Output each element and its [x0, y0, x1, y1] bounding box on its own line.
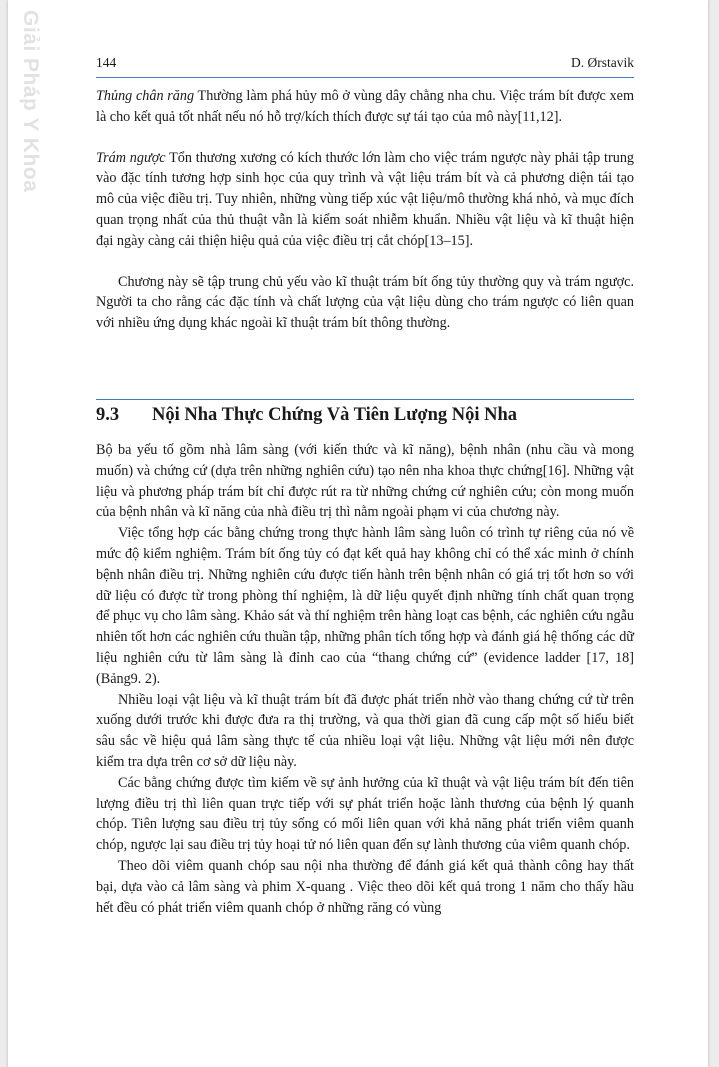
- section-rule: [96, 399, 634, 400]
- paragraph: Việc tổng hợp các bằng chứng trong thực hành lâm sàng luôn có trình tự riêng của nó về mức độ kiểm nghiệm. Trám bít ống tủy có đạt kết quả hay không chỉ có thể xác minh ở chính bệnh nhân điều trị. Những nghiên cứu được tiến hành trên bệnh nhân có giá trị tốt hơn so với dữ liệu có được từ trong phòng thí nghiệm, là dữ liệu quyết định những tính chất quan trọng để phục vụ cho lâm sàng. Khảo sát và thí nghiệm trên hàng loạt cas bệnh, các nghiên cứu ngẫu nhiên tốt hơn các nghiên cứu thuần tập, những phân tích tổng hợp và đánh giá hệ thống các dữ liệu nghiên cứu từ lâm sàng là đỉnh cao của “thang chứng cứ” (evidence ladder [17, 18] (Bảng9. 2).: [96, 525, 634, 687]
- section-title: Nội Nha Thực Chứng Và Tiên Lượng Nội Nha: [152, 405, 518, 425]
- header-rule: [96, 77, 634, 78]
- paragraph: [96, 86, 634, 128]
- paragraph: Bộ ba yếu tố gồm nhà lâm sàng (với kiến thức và kĩ năng), bệnh nhân (nhu cầu và mong muốn) và chứng cứ (dựa trên những nghiên cứu) tạo nên nha khoa thực chứng[16]. Những vật liệu và phương pháp trám bít chỉ được rút ra từ những chứng cứ nghiên cứu; còn mong muốn của bệnh nhân và kĩ năng của nhà điều trị thì nằm ngoài phạm vi của chương này.: [96, 442, 634, 521]
- page-number: 144: [96, 55, 117, 70]
- paragraph-text: Tổn thương xương có kích thước lớn làm cho việc trám ngược này phải tập trung vào đặc tính tương hợp sinh học của quy trình và vật liệu trám bít và cả phương diện tái tạo mô của việc điều trị. Tuy nhiên, những vùng tiếp xúc vật liệu/mô thường khá nhỏ, và mục đích quan trọng nhất của thủ thuật vẫn là kiểm soát nhiễm khuẩn. Nhiều vật liệu và kĩ thuật hiện đại ngày càng cải thiện hiệu quả của việc điều trị cắt chóp[13–15].: [96, 149, 635, 249]
- section-body: [96, 440, 634, 918]
- section-heading: [96, 405, 634, 426]
- paragraph-text: Thường làm phá hủy mô ở vùng dây chằng nha chu. Việc trám bít được xem là cho kết quả tốt nhất nếu nó hỗ trợ/kích thích được sự tái tạo của mô này[11,12].: [96, 88, 634, 125]
- watermark: Giải Pháp Y Khoa: [19, 10, 42, 193]
- intro-text: [96, 86, 634, 334]
- paragraph: Các bằng chứng được tìm kiếm về sự ảnh hưởng của kĩ thuật và vật liệu trám bít đến tiên lượng điều trị thì liên quan trực tiếp với sự phát triển hoặc lành thương của bệnh lý quanh chóp. Tiên lượng sau điều trị tủy sống có mối liên quan với khả năng phát triển viêm quanh chóp, ngược lại sau điều trị tủy hoại tử nó liên quan đến sự lành thương của viêm quanh chóp.: [96, 774, 634, 854]
- paragraph: Theo dõi viêm quanh chóp sau nội nha thường để đánh giá kết quả thành công hay thất bại, dựa vào cả lâm sàng và phim X-quang . Việc theo dõi kết quả trong 1 năm cho thấy hầu hết đều có phát triển viêm quanh chóp ở những răng có vùng: [96, 857, 634, 916]
- paragraph: Nhiều loại vật liệu và kĩ thuật trám bít đã được phát triển nhờ vào thang chứng cứ từ trên xuống dưới trước khi được đưa ra thị trường, và qua thời gian đã cung cấp một số hiểu biết sâu sắc về hiệu quả lâm sàng thực tế của nhiều loại vật liệu. Những vật liệu mới nên được kiểm tra dựa trên cơ sở dữ liệu này.: [96, 691, 634, 770]
- paragraph: [96, 148, 634, 252]
- document-page: [8, 0, 708, 1067]
- section-number: 9.3: [96, 405, 120, 425]
- paragraph: Chương này sẽ tập trung chủ yếu vào kĩ thuật trám bít ống tủy thường quy và trám ngược. Người ta cho rằng các đặc tính và chất lượng của vật liệu dùng cho trám ngược có liên quan với nhiều ứng dụng khác ngoài kĩ thuật trám bít thông thường.: [96, 273, 634, 332]
- term: Trám ngược: [96, 149, 166, 166]
- running-author: D. Ørstavik: [571, 55, 634, 70]
- term: Thủng chân răng: [96, 88, 195, 104]
